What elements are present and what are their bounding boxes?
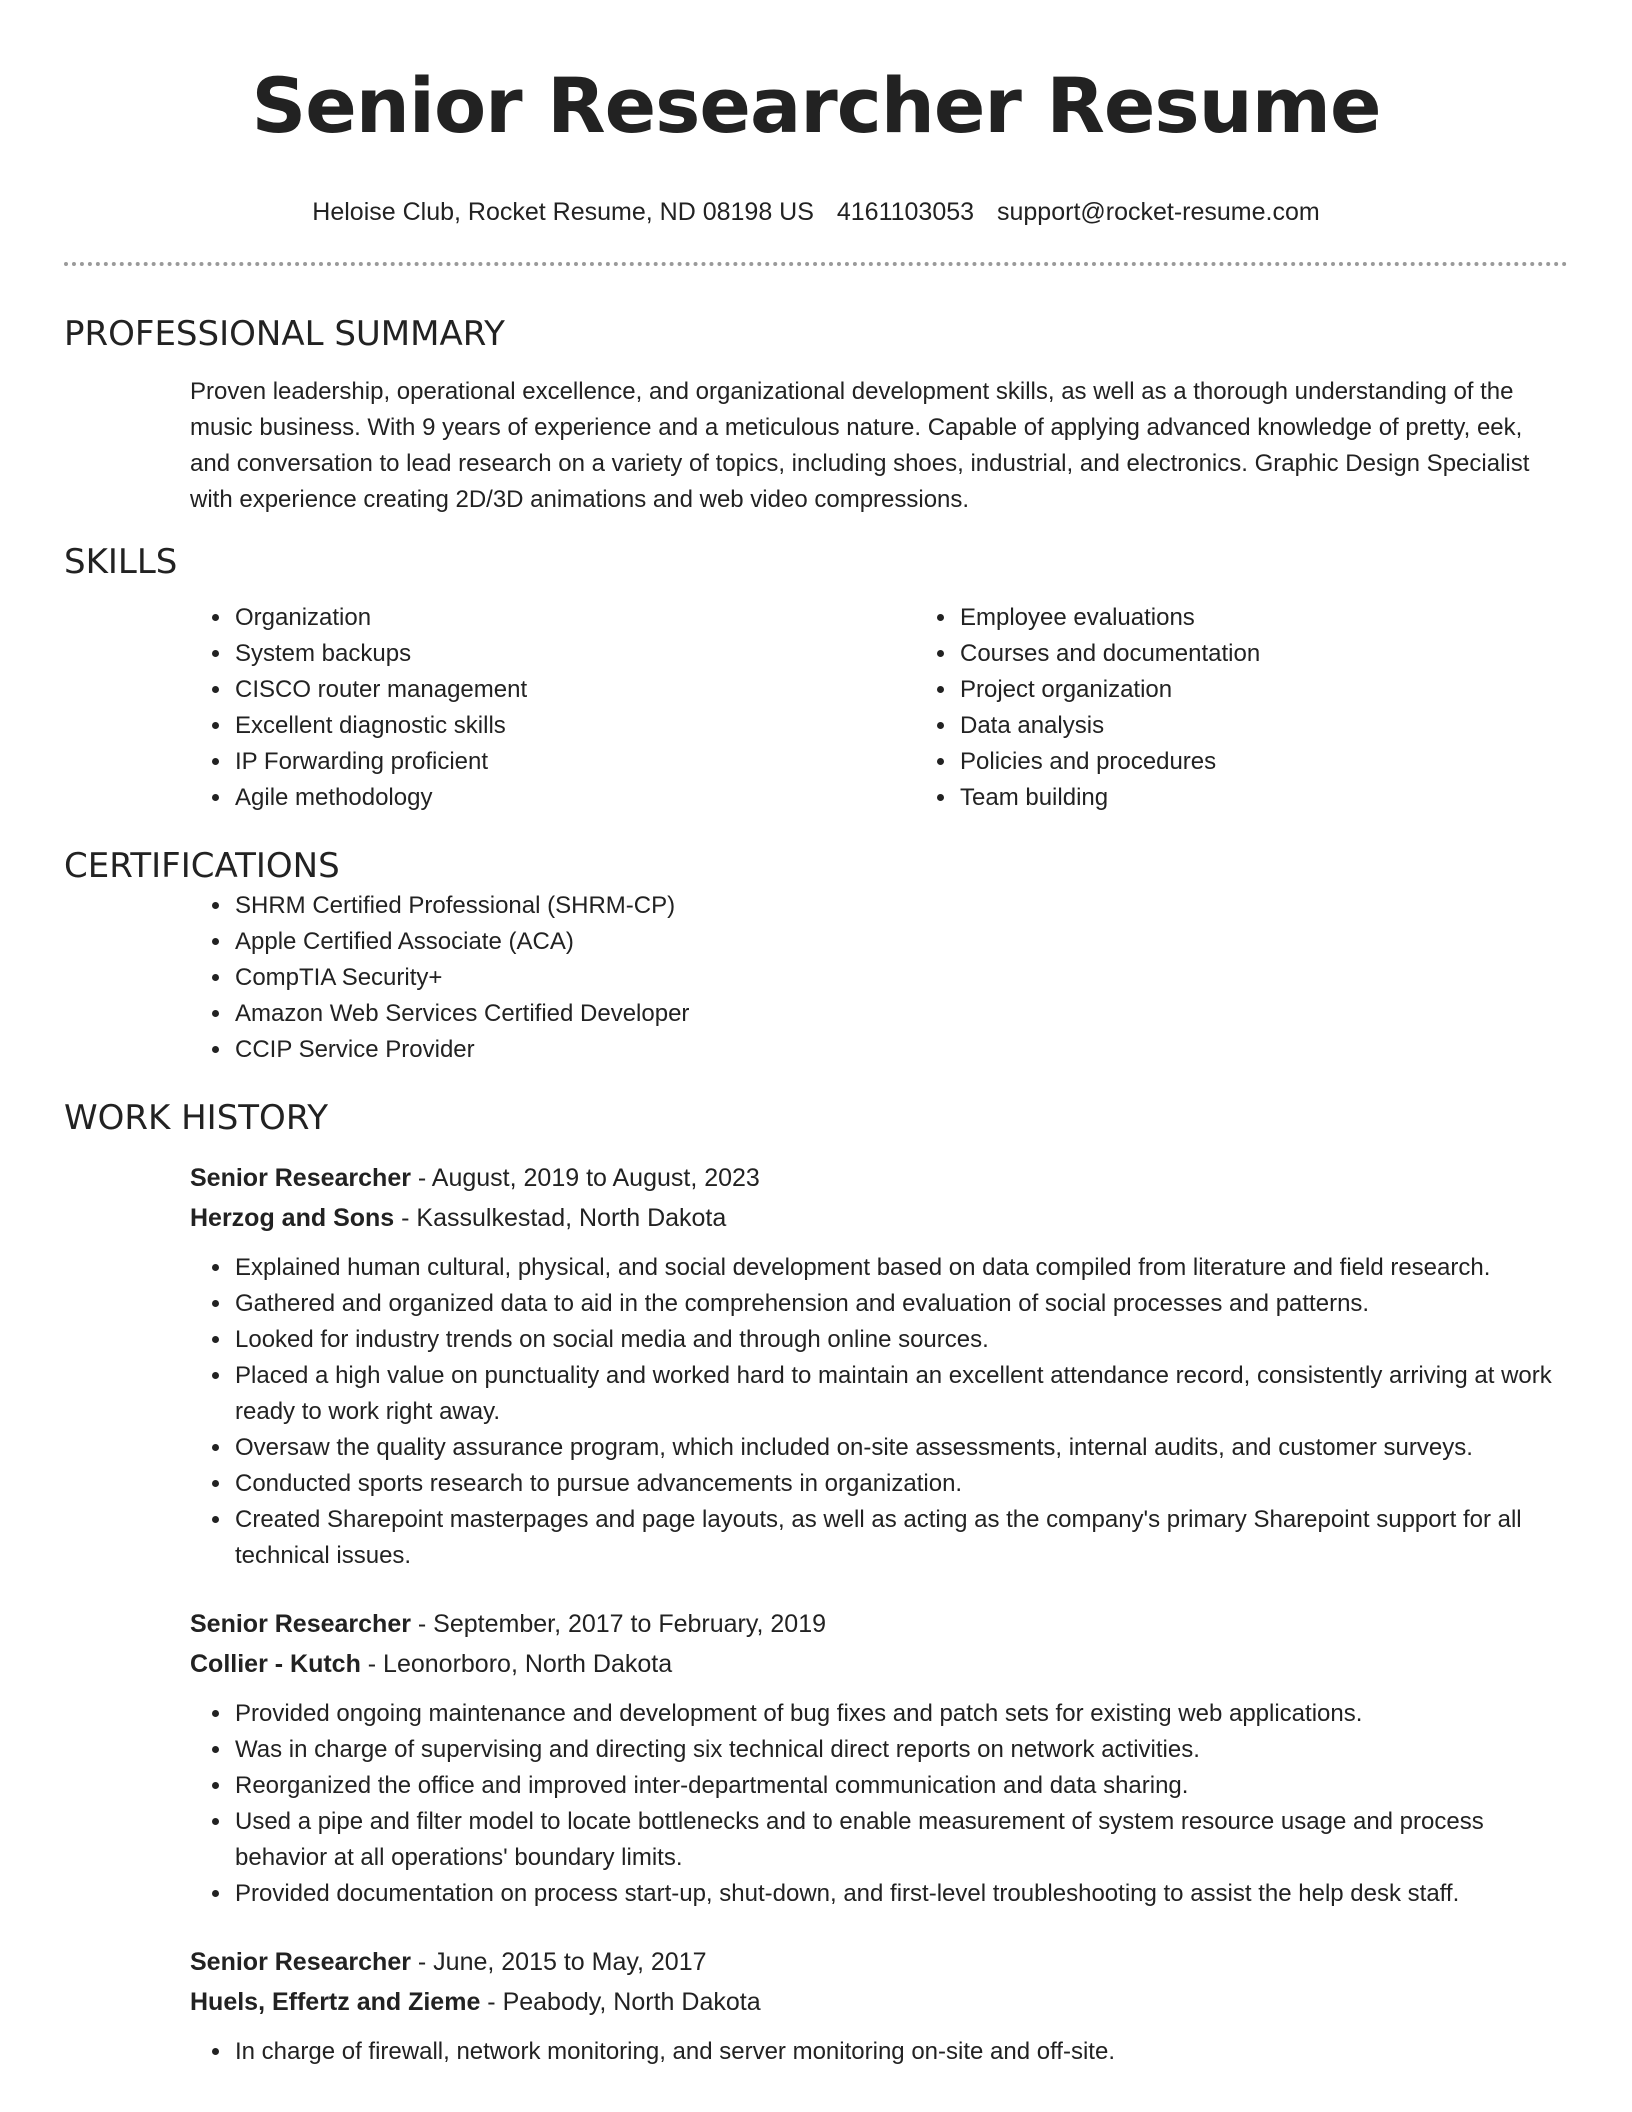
job-bullet: • Explained human cultural, physical, and social development based on data compiled from literature and field research. (233, 1250, 1568, 1286)
resume-title: Senior Researcher Resume (251, 61, 1381, 150)
job-bullet: • Looked for industry trends on social media and through online sources. (233, 1322, 1568, 1358)
job-company: Huels, Effertz and Zieme (190, 1988, 481, 2016)
job-bullet: • Was in charge of supervising and directing six technical direct reports on network activities. (233, 1732, 1568, 1768)
work-history-heading: WORK HISTORY (64, 1098, 329, 1138)
contact-email: support@rocket-resume.com (997, 198, 1320, 226)
job-entry (64, 1604, 1568, 1912)
job-dates: - September, 2017 to February, 2019 (410, 1610, 827, 1638)
skill-item: • Data analysis (958, 708, 1632, 744)
job-bullet: • Reorganized the office and improved inter-departmental communication and data sharing. (233, 1768, 1568, 1804)
job-bullets (64, 2034, 1568, 2070)
certification-item: • Amazon Web Services Certified Developer (233, 996, 1568, 1032)
job-location: - Peabody, North Dakota (480, 1988, 761, 2016)
job-dates: - August, 2019 to August, 2023 (410, 1164, 760, 1192)
job-bullet: • Created Sharepoint masterpages and page layouts, as well as acting as the company's primary Sharepoint support for all technical issues. (233, 1502, 1568, 1574)
job-bullet: • Provided ongoing maintenance and development of bug fixes and patch sets for existing web applications. (233, 1696, 1568, 1732)
contact-line (64, 194, 1568, 230)
certification-item: • CCIP Service Provider (233, 1032, 1568, 1068)
certification-item: • Apple Certified Associate (ACA) (233, 924, 1568, 960)
skill-item: • Team building (958, 780, 1632, 816)
job-bullets (64, 1250, 1568, 1574)
job-company-line (190, 1198, 1568, 1238)
job-bullet: • Placed a high value on punctuality and worked hard to maintain an excellent attendance record, consistently arriving at work ready to work right away. (233, 1358, 1568, 1430)
skill-item: • Agile methodology (233, 780, 912, 816)
job-company-line (190, 1982, 1568, 2022)
job-entry (64, 1942, 1568, 2070)
job-bullet: • Provided documentation on process start-up, shut-down, and first-level troubleshooting to assist the help desk staff. (233, 1876, 1568, 1912)
skills-heading: SKILLS (64, 542, 178, 582)
job-company: Herzog and Sons (190, 1204, 395, 1232)
skills-list (64, 600, 1568, 816)
skill-item: • Policies and procedures (958, 744, 1632, 780)
job-bullets (64, 1696, 1568, 1912)
job-title: Senior Researcher (190, 1610, 411, 1638)
job-bullet: • Used a pipe and filter model to locate bottlenecks and to enable measurement of system resource usage and process behavior at all operations' boundary limits. (233, 1804, 1568, 1876)
job-bullet: • Conducted sports research to pursue advancements in organization. (233, 1466, 1568, 1502)
header-divider (64, 262, 1568, 266)
skill-item: • Excellent diagnostic skills (233, 708, 912, 744)
job-title-line (190, 1942, 1568, 1982)
job-dates: - June, 2015 to May, 2017 (410, 1948, 707, 1976)
skill-item: • System backups (233, 636, 912, 672)
job-title-line (190, 1158, 1568, 1198)
job-location: - Leonorboro, North Dakota (360, 1650, 673, 1678)
skill-item: • Organization (233, 600, 912, 636)
job-bullet: • Gathered and organized data to aid in the comprehension and evaluation of social processes and patterns. (233, 1286, 1568, 1322)
skill-item: • IP Forwarding proficient (233, 744, 912, 780)
contact-address: Heloise Club, Rocket Resume, ND 08198 US (312, 198, 814, 226)
summary-text: Proven leadership, operational excellence, and organizational development skills, as well as a thorough understanding of the music business. With 9 years of experience and a meticulous nature. Capable of applying advanced knowledge of pretty, eek, and conversation to lead research on a variety of topics, including shoes, industrial, and electronics. Graphic Design Specialist with experience creating 2D/3D animations and web video compressions. (190, 378, 1530, 513)
summary-heading: PROFESSIONAL SUMMARY (64, 314, 505, 354)
job-title-line (190, 1604, 1568, 1644)
skill-item: • Employee evaluations (958, 600, 1632, 636)
job-location: - Kassulkestad, North Dakota (394, 1204, 727, 1232)
job-entry (64, 1158, 1568, 1574)
skill-item: • Project organization (958, 672, 1632, 708)
job-bullet: • In charge of firewall, network monitoring, and server monitoring on-site and off-site. (233, 2034, 1568, 2070)
certification-item: • SHRM Certified Professional (SHRM-CP) (233, 888, 1568, 924)
job-bullet: • Oversaw the quality assurance program, which included on-site assessments, internal audits, and customer surveys. (233, 1430, 1568, 1466)
skills-column-right (958, 600, 1632, 816)
contact-phone: 4161103053 (836, 198, 975, 226)
job-company: Collier - Kutch (190, 1650, 361, 1678)
certification-item: • CompTIA Security+ (233, 960, 1568, 996)
skill-item: • CISCO router management (233, 672, 912, 708)
job-company-line (190, 1644, 1568, 1684)
skills-column-left (64, 600, 912, 816)
job-title: Senior Researcher (190, 1948, 411, 1976)
job-title: Senior Researcher (190, 1164, 411, 1192)
certifications-heading: CERTIFICATIONS (64, 846, 340, 886)
certifications-list (64, 888, 1568, 1068)
skill-item: • Courses and documentation (958, 636, 1632, 672)
